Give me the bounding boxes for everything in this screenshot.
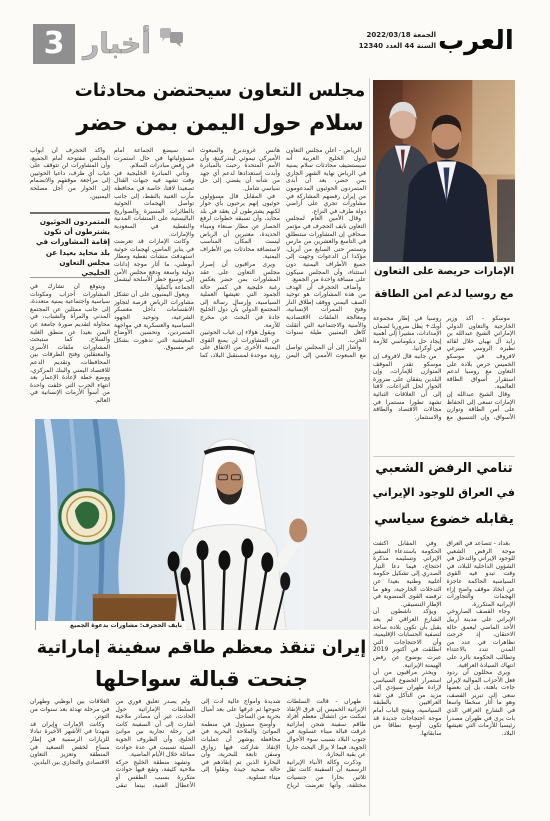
photo-caption: نايف الحجرف: مشاورات بدعوة الجميع (36, 621, 186, 631)
podium-edge (93, 594, 177, 598)
issue-number: السنة 44 العدد 12340 (358, 42, 436, 50)
main-story-paragraph: ويرى مراقبون أن إصرار مجلس التعاون على عقد المشاورات بمن حضر يعكس رغبة خليجية في كسر حالة الجمود التي تعيشها العملية السياسية، وإرسال رسالة إلى المجتمع الدولي بأن دول الخليج جادة في البحث عن مخرج للأزمة. (200, 260, 280, 329)
iraq-story-paragraph: وجاء القصف الصاروخي الإيراني على مدينة أربيل الأحد الماضي ليعمق حالة الاحتقان، إذ خرجت تظاهرات في عدد من المدن تندد بالاعتداء وتطالب الحكومة بالرد على انتهاك السيادة العراقية. (446, 608, 515, 669)
wall-panel (472, 80, 515, 174)
iraq-story-body (373, 540, 515, 816)
backdrop-right (304, 419, 368, 630)
iran-story-paragraph: وكانت الإمارات وإيران قد شهدتا في الأشهر الأخيرة تبادلا للزيارات الرسمية في إطار مساع لخفض التصعيد في المنطقة وتعزيز التعاون الاقتصادي والتجاري بين البلدين. (30, 720, 110, 766)
newspaper-logo: العرب (438, 26, 514, 56)
column-divider (369, 78, 370, 816)
uae-story-paragraph: موسكو - أكد وزير الخارجية والتعاون الدولي الإماراتي الشيخ عبدالله بن زايد آل نهيان خلال لقائه نظيره الروسي سيرغي لافروف في موسكو الخميس حرص بلاده على التعاون مع روسيا لدعم استقرار أسواق الطاقة العالمية. (446, 315, 515, 391)
uae-story-body (373, 315, 515, 453)
iran-story-body (30, 698, 366, 815)
main-story-paragraph: الرياض - أعلن مجلس التعاون لدول الخليج العربية أنه سيستضيف محادثات سلام يمنية في الرياض نهاية الشهر الجاري بمن حضر، بعد أن أبدى المتمردون الحوثيون المدعومون من إيران رفضهم المشاركة في مشاورات تجري على أراضي دولة طرف في النزاع. (286, 147, 366, 215)
main-story-paragraph: في المقابل قال مسؤولون حوثيون إنهم يرحبون بأي حوار لكنهم يشترطون أن يعقد في بلد محايد، وأن تسبقه خطوات لرفع الحصار عن مطار صنعاء وميناء الحديدة، معتبرين أن الرياض ليست المكان المناسب لاستضافة محادثات بين الأطراف اليمنية. (200, 192, 280, 261)
main-story-paragraph: وكانت الإمارات قد تعرضت في يناير الماضي لهجمات حوثية استهدفت منشآت نفطية ومطار أبوظبي، ما أثار موجة إدانات دولية واسعة ودفع مجلس الأمن إلى توسيع حظر الأسلحة ليشمل الجماعة بأكملها. (114, 238, 194, 291)
iraq-story-paragraph: ويؤكد ناشطون أن الشارع العراقي لم يعد يقبل بأن تكون بلاده ساحة لتصفية الحسابات الإقليمية، وأن الاحتجاجات التي انطلقت في أكتوبر 2019 عبرت بوضوح عن رفض الهيمنة الإيرانية. (373, 608, 442, 669)
quote-bubble-icon (157, 28, 185, 48)
uae-headline-line-1: الإمارات حريصة على التعاون (373, 266, 515, 277)
figure-edge-right (497, 179, 515, 262)
main-story-paragraph: وقال الأمين العام لمجلس التعاون نايف الحجرف في مؤتمر صحافي إن المشاورات ستنطلق في التاسع والعشرين من مارس وتستمر حتى السابع من أبريل، مؤكدا أن الدعوات وجهت إلى جميع الأطراف اليمنية دون استثناء، وأن المجلس سيكون على مسافة واحدة من الجميع. (286, 215, 366, 284)
main-story-paragraph: ويقول هؤلاء إن غياب الحوثيين عن المشاورات لن يمنع القوى اليمنية الأخرى من الاتفاق على رؤية موحدة لمستقبل البلاد، كما أنه سيضع الجماعة أمام مسؤولياتها في حال استمرت في رفض مبادرات السلام. (114, 147, 280, 360)
story-divider (373, 456, 515, 457)
iraq-headline-line-3: يقابله خضوع سياسي (374, 511, 514, 527)
iraq-headline-line-1: تنامي الرفض الشعبي (375, 461, 513, 476)
main-headline-line-2: سلام حول اليمن بمن حضر (76, 111, 364, 136)
uae-story-paragraph: من جانبه قال لافروف إن موسكو تقدر الموقف المتوازن للإمارات، وإن البلدين يتفقان على ضرورة الحوار لحل النزاعات، لافتا إلى أن العلاقات الثنائية تشهد تطورا مستمرا في مجالات الاقتصاد والطاقة والاستثمار. (373, 352, 442, 421)
main-story-sidebar-top (30, 147, 110, 209)
main-story-paragraph: ويعول اليمنيون على أن تشكل مشاورات الرياض فرصة لتجاوز الانقسامات داخل معسكر الشرعية، وتوحيد الجهود السياسية والعسكرية في مواجهة المتمردين، وتحسين الأوضاع المعيشية التي تدهورت بشكل غير مسبوق. (114, 291, 194, 352)
main-story-paragraph: وأضاف الحجرف أن الهدف من هذه المشاورات هو توحيد الصف اليمني ووقف إطلاق النار وفتح الممرات الإنسانية، ومعالجة الملفات الاقتصادية والأمنية والاجتماعية التي أثقلت كاهل اليمنيين طيلة سنوات الحرب. (286, 283, 366, 344)
iraq-story-paragraph: بغداد - تتصاعد في العراق موجة الرفض الشعبي للوجود الإيراني والتدخل في الشؤون الداخلية للبلاد، في وقت تبدو فيه القوى السياسية الحاكمة عاجزة عن اتخاذ موقف واضح إزاء الهجمات والتجاوزات الإيرانية المتكررة. (446, 540, 515, 608)
iran-story-paragraph: طهران - قالت السلطات الإيرانية الخميس إن فرق الإنقاذ تمكنت من انتشال معظم أفراد طاقم سفينة شحن إماراتية غرقت قبالة ميناء عسلوية في جنوب البلاد بسبب سوء الأحوال الجوية، فيما لا يزال البحث جاريا عن بقية البحارة. (286, 698, 366, 759)
iran-story-paragraph: وأوضح مسؤول في منظمة الموانئ والملاحة البحرية في محافظة بوشهر أن عمليات الإنقاذ شاركت فيها زوارق وسفن تابعة للبحرية، وأن البحارة الذين تم إنقاذهم في حالة صحية جيدة ونقلوا إلى ميناء عسلوية. (201, 720, 281, 781)
iran-story-paragraph: وتشهد منطقة الخليج حركة ملاحية كثيفة، وتقع فيها حوادث متكررة بسبب الطقس أو الأعطال الفنية، بينما تبقى العلاقات بين أبوظبي وطهران في مرحلة تهدئة بعد سنوات من التوتر. (30, 698, 195, 789)
uae-story-paragraph: وقال الشيخ عبدالله إن الإمارات تسعى إلى الحفاظ على أمن الطاقة وتوازن الأسواق، وإن التنسيق مع روسيا في إطار مجموعة أوبك+ يظل ضروريا لضمان الإمدادات، مشيرا إلى أهمية إيجاد حل دبلوماسي للأزمة في أوكرانيا. (373, 315, 515, 421)
uae-headline-line-2: مع روسيا لدعم أمن الطاقة (374, 288, 514, 300)
ministers-photo (373, 80, 515, 262)
issue-date: الجمعة 2022/03/18 (366, 31, 436, 39)
iraq-story-paragraph: ويرى محللون أن ردود فعل الأحزاب الموالية لإيران جاءت باهتة، بل إن بعضها سعى إلى تبرير القصف، وهو ما أثار سخطا واسعا في الشارع العراقي الذي بات يرى في طهران مصدرا رئيسيا للأزمات التي تعيشها البلاد. (446, 669, 515, 737)
section-title: أخبار (83, 27, 151, 60)
main-story-paragraph: وأكد الحجرف أن أبواب المجلس مفتوحة أمام الجميع، وأن المشاورات لن تتوقف على غياب أي طرف، داعيا الحوثيين إلى مراجعة موقفهم والانضمام إلى الحوار من أجل مصلحة اليمنيين. (30, 147, 110, 200)
main-story-sidebar-bottom (30, 283, 110, 415)
iraq-story-paragraph: وفي المقابل اكتفت الحكومة باستدعاء السفير الإيراني وتسليمه مذكرة احتجاج، فيما دعا التيار الصدري إلى تشكيل حكومة أغلبية وطنية بعيدا عن التدخلات الخارجية، وهو ما ترفضه القوى المنضوية في الإطار التنسيقي. (373, 540, 442, 608)
page-number-box: 3 (33, 24, 75, 64)
main-story-paragraph: ويتوقع أن تشارك في المشاورات أحزاب ومكونات سياسية واجتماعية يمنية متعددة، إلى جانب ممثلين عن المجتمع المدني والمرأة والشباب، في محاولة لتقديم صورة جامعة عن اليمن بعيدا عن منطق الغلبة والسلاح. كما ستبحث المشاورات ملفات الأسرى والمعتقلين وفتح الطرقات بين المحافظات، وتقديم الدعم للاقتصاد اليمني والبنك المركزي، ووضع خطة لإعادة الإعمار بعد انتهاء الحرب التي خلفت واحدة من أسوأ الأزمات الإنسانية في العالم. (30, 283, 110, 404)
iran-story-paragraph: وذكرت وكالة الأنباء الإيرانية الرسمية أن السفينة كانت تقل ثلاثين بحارا من جنسيات مختلفة، وأنها تعرضت لرياح شديدة وأمواج عالية أدت إلى جنوحها ثم غرقها على بعد أميال بحرية من الساحل. (201, 698, 366, 789)
pull-quote: المتمردون الحوثيون يشترطون أن تكون إقامة المشاورات في بلد محايد بعيدا عن مجلس التعاون الخليجي (30, 212, 110, 278)
iran-headline-line-2: جنحت قبالة سواحلها (95, 667, 308, 691)
main-headline-line-1: مجلس التعاون سيحتضن محادثات (74, 80, 366, 101)
press-conference-photo (35, 419, 368, 630)
iraq-headline-line-2: في العراق للوجود الإيراني (373, 486, 515, 499)
main-story-body (114, 147, 366, 415)
raised-hand (289, 519, 307, 543)
main-story-paragraph: وتأتي المبادرة الخليجية في وقت تشهد فيه جبهات القتال تصعيدا لافتا، خاصة في محافظة مأرب الغنية بالنفط، إلى جانب تواصل الهجمات الحوثية بالطائرات المسيرة والصواريخ الباليستية على المنشآت المدنية والنفطية في السعودية والإمارات. (114, 169, 194, 238)
main-story-paragraph: وأشار إلى أن المجلس تواصل مع المبعوث الأممي إلى اليمن هانس غروندبرغ والمبعوث الأميركي تيموثي ليندركينغ، وأن الأمم المتحدة رحبت بالمبادرة وأبدت استعدادها لدعم أي جهد من شأنه أن يفضي إلى حل سياسي شامل. (200, 147, 366, 360)
iran-headline-line-1: إيران تنقذ معظم طاقم سفينة إماراتية (36, 638, 367, 658)
iraq-story-paragraph: ويحذر مراقبون من أن استمرار الخضوع السياسي لإرادة طهران سيؤدي إلى مزيد من التآكل في ثقة العراقيين بالطبقة السياسية، ويفتح الباب أمام موجة احتجاجات جديدة قد تكون أوسع نطاقا من سابقاتها. (373, 669, 442, 737)
iran-story-paragraph: ولم يصدر تعليق فوري من السلطات الإماراتية حول الحادث، غير أن مصادر ملاحية أشارت إلى أن السفينة كانت في رحلة تجارية بين موانئ الخليج، وأن الظروف الجوية السيئة تسببت في عدة حوادث مماثلة خلال الأيام الماضية. (115, 698, 195, 759)
